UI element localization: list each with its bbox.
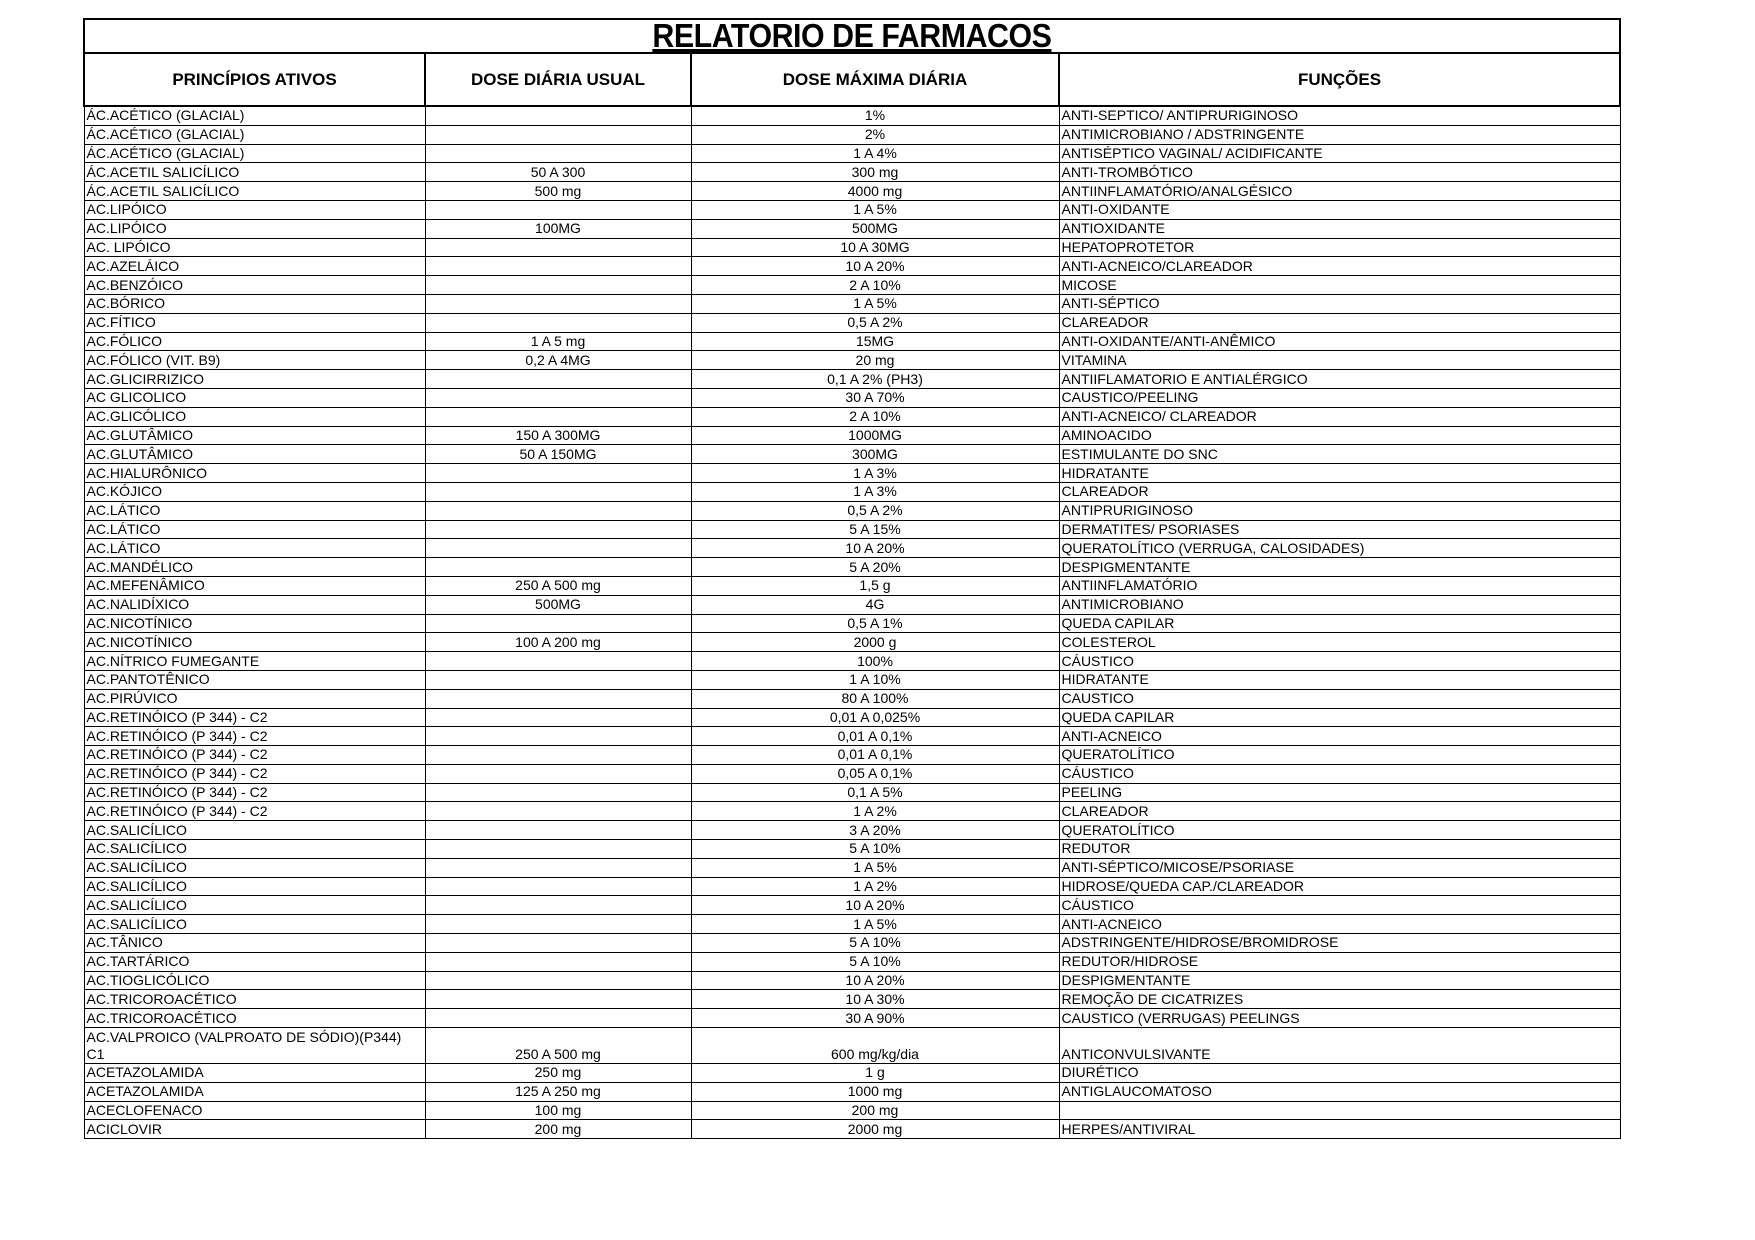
dose-maxima-diaria-cell: 15MG (691, 332, 1059, 351)
funcoes-cell: ANTI-ACNEICO/ CLAREADOR (1059, 407, 1620, 426)
table-row (84, 238, 1620, 257)
principio-ativo-cell: ÁC.ACÉTICO (GLACIAL) (84, 106, 425, 125)
dose-diaria-usual-cell: 50 A 150MG (425, 445, 691, 464)
principio-ativo-cell: AC.SALICÍLICO (84, 877, 425, 896)
principio-ativo-cell: AC.KÓJICO (84, 482, 425, 501)
table-row (84, 313, 1620, 332)
table-row (84, 576, 1620, 595)
funcoes-cell: ANTI-OXIDANTE (1059, 200, 1620, 219)
principio-ativo-cell: AC.GLUTÂMICO (84, 426, 425, 445)
dose-maxima-diaria-cell: 300MG (691, 445, 1059, 464)
principio-ativo-cell: ACECLOFENACO (84, 1101, 425, 1120)
dose-diaria-usual-cell (425, 746, 691, 765)
dose-maxima-diaria-cell: 2 A 10% (691, 276, 1059, 295)
dose-maxima-diaria-cell: 2 A 10% (691, 407, 1059, 426)
principio-ativo-cell: AC.TÂNICO (84, 934, 425, 953)
dose-diaria-usual-cell: 50 A 300 (425, 163, 691, 182)
principio-ativo-cell: AC.GLICÓLICO (84, 407, 425, 426)
table-row (84, 294, 1620, 313)
principio-ativo-cell: AC.SALICÍLICO (84, 915, 425, 934)
table-row (84, 708, 1620, 727)
dose-diaria-usual-cell: 100 mg (425, 1101, 691, 1120)
principio-ativo-cell: AC.RETINÓICO (P 344) - C2 (84, 746, 425, 765)
principio-ativo-cell: AC.HIALURÔNICO (84, 464, 425, 483)
title-cell (84, 19, 1620, 53)
column-header-funcoes: FUNÇÕES (1059, 53, 1620, 106)
funcoes-cell: ANTIINFLAMATÓRIO/ANALGÉSICO (1059, 182, 1620, 201)
dose-maxima-diaria-cell: 10 A 20% (691, 896, 1059, 915)
dose-maxima-diaria-cell: 3 A 20% (691, 821, 1059, 840)
principio-ativo-cell: AC.SALICÍLICO (84, 840, 425, 859)
funcoes-cell: PEELING (1059, 783, 1620, 802)
dose-maxima-diaria-cell: 1 A 3% (691, 482, 1059, 501)
table-row (84, 501, 1620, 520)
principio-ativo-cell: AC.RETINÓICO (P 344) - C2 (84, 708, 425, 727)
principio-ativo-cell: AC.FÍTICO (84, 313, 425, 332)
funcoes-cell: REDUTOR (1059, 840, 1620, 859)
dose-diaria-usual-cell: 125 A 250 mg (425, 1082, 691, 1101)
funcoes-cell: VITAMINA (1059, 351, 1620, 370)
table-row (84, 464, 1620, 483)
dose-diaria-usual-cell: 150 A 300MG (425, 426, 691, 445)
dose-diaria-usual-cell (425, 670, 691, 689)
principio-ativo-cell: AC.LÁTICO (84, 501, 425, 520)
funcoes-cell: REDUTOR/HIDROSE (1059, 952, 1620, 971)
dose-diaria-usual-cell (425, 877, 691, 896)
dose-diaria-usual-cell (425, 407, 691, 426)
table-row (84, 614, 1620, 633)
funcoes-cell: HEPATOPROTETOR (1059, 238, 1620, 257)
table-row (84, 445, 1620, 464)
principio-ativo-cell: AC.NICOTÍNICO (84, 633, 425, 652)
table-row (84, 219, 1620, 238)
table-row (84, 200, 1620, 219)
funcoes-cell: AMINOACIDO (1059, 426, 1620, 445)
principio-ativo-cell: ÁC.ACÉTICO (GLACIAL) (84, 144, 425, 163)
dose-diaria-usual-cell (425, 971, 691, 990)
dose-maxima-diaria-cell: 10 A 30% (691, 990, 1059, 1009)
funcoes-cell: ADSTRINGENTE/HIDROSE/BROMIDROSE (1059, 934, 1620, 953)
table-row (84, 1009, 1620, 1028)
dose-diaria-usual-cell (425, 821, 691, 840)
funcoes-cell (1059, 1101, 1620, 1120)
principio-ativo-cell: AC.SALICÍLICO (84, 896, 425, 915)
drug-report-sheet (83, 18, 1619, 1139)
table-row (84, 539, 1620, 558)
funcoes-cell: ANTIMICROBIANO (1059, 595, 1620, 614)
dose-maxima-diaria-cell: 80 A 100% (691, 689, 1059, 708)
dose-diaria-usual-cell (425, 558, 691, 577)
table-row (84, 802, 1620, 821)
funcoes-cell: QUEDA CAPILAR (1059, 708, 1620, 727)
dose-diaria-usual-cell: 500MG (425, 595, 691, 614)
dose-maxima-diaria-cell: 0,1 A 2% (PH3) (691, 370, 1059, 389)
dose-maxima-diaria-cell: 1 A 5% (691, 858, 1059, 877)
table-row (84, 351, 1620, 370)
dose-maxima-diaria-cell: 10 A 30MG (691, 238, 1059, 257)
table-row (84, 670, 1620, 689)
funcoes-cell: ANTI-SÉPTICO (1059, 294, 1620, 313)
principio-ativo-cell: ÁC.ACETIL SALICÍLICO (84, 163, 425, 182)
funcoes-cell: QUERATOLÍTICO (1059, 821, 1620, 840)
table-row (84, 952, 1620, 971)
dose-diaria-usual-cell (425, 840, 691, 859)
table-row (84, 633, 1620, 652)
table-row (84, 877, 1620, 896)
table-row (84, 426, 1620, 445)
funcoes-cell: HIDROSE/QUEDA CAP./CLAREADOR (1059, 877, 1620, 896)
dose-diaria-usual-cell: 100MG (425, 219, 691, 238)
dose-diaria-usual-cell (425, 952, 691, 971)
table-row (84, 915, 1620, 934)
funcoes-cell: COLESTEROL (1059, 633, 1620, 652)
principio-ativo-cell: AC.NALIDÍXICO (84, 595, 425, 614)
funcoes-cell: DIURÉTICO (1059, 1064, 1620, 1083)
principio-ativo-cell: AC.LIPÓICO (84, 219, 425, 238)
funcoes-cell: ANTI-ACNEICO (1059, 915, 1620, 934)
funcoes-cell: QUEDA CAPILAR (1059, 614, 1620, 633)
table-row (84, 370, 1620, 389)
dose-diaria-usual-cell (425, 1009, 691, 1028)
title-row (84, 19, 1620, 53)
dose-diaria-usual-cell (425, 652, 691, 671)
table-row (84, 764, 1620, 783)
table-row (84, 858, 1620, 877)
dose-diaria-usual-cell (425, 370, 691, 389)
principio-ativo-cell: AC.RETINÓICO (P 344) - C2 (84, 783, 425, 802)
table-row (84, 520, 1620, 539)
dose-maxima-diaria-cell: 0,1 A 5% (691, 783, 1059, 802)
dose-maxima-diaria-cell: 5 A 10% (691, 952, 1059, 971)
dose-maxima-diaria-cell: 1 A 5% (691, 200, 1059, 219)
dose-maxima-diaria-cell: 5 A 20% (691, 558, 1059, 577)
funcoes-cell: ANTIINFLAMATÓRIO (1059, 576, 1620, 595)
table-row (84, 276, 1620, 295)
dose-diaria-usual-cell: 200 mg (425, 1120, 691, 1139)
funcoes-cell: ANTISÉPTICO VAGINAL/ ACIDIFICANTE (1059, 144, 1620, 163)
dose-diaria-usual-cell: 1 A 5 mg (425, 332, 691, 351)
dose-maxima-diaria-cell: 10 A 20% (691, 539, 1059, 558)
dose-maxima-diaria-cell: 0,01 A 0,1% (691, 746, 1059, 765)
dose-maxima-diaria-cell: 10 A 20% (691, 257, 1059, 276)
dose-diaria-usual-cell (425, 764, 691, 783)
dose-maxima-diaria-cell: 1 A 4% (691, 144, 1059, 163)
table-row (84, 106, 1620, 125)
dose-diaria-usual-cell: 500 mg (425, 182, 691, 201)
dose-diaria-usual-cell (425, 144, 691, 163)
funcoes-cell: ANTI-SÉPTICO/MICOSE/PSORIASE (1059, 858, 1620, 877)
dose-diaria-usual-cell: 250 A 500 mg (425, 576, 691, 595)
funcoes-cell: REMOÇÃO DE CICATRIZES (1059, 990, 1620, 1009)
dose-maxima-diaria-cell: 30 A 70% (691, 388, 1059, 407)
column-header-principios-ativos: PRINCÍPIOS ATIVOS (84, 53, 425, 106)
principio-ativo-cell: AC.TARTÁRICO (84, 952, 425, 971)
dose-maxima-diaria-cell: 20 mg (691, 351, 1059, 370)
dose-diaria-usual-cell (425, 802, 691, 821)
table-row (84, 1101, 1620, 1120)
dose-maxima-diaria-cell: 1 A 2% (691, 802, 1059, 821)
dose-diaria-usual-cell (425, 200, 691, 219)
dose-maxima-diaria-cell: 500MG (691, 219, 1059, 238)
funcoes-cell: MICOSE (1059, 276, 1620, 295)
dose-diaria-usual-cell (425, 520, 691, 539)
dose-maxima-diaria-cell: 300 mg (691, 163, 1059, 182)
dose-maxima-diaria-cell: 1 A 10% (691, 670, 1059, 689)
dose-maxima-diaria-cell: 5 A 10% (691, 934, 1059, 953)
principio-ativo-cell: AC.TRICOROACÉTICO (84, 1009, 425, 1028)
dose-diaria-usual-cell (425, 238, 691, 257)
dose-diaria-usual-cell (425, 388, 691, 407)
dose-maxima-diaria-cell: 600 mg/kg/dia (691, 1028, 1059, 1064)
funcoes-cell: CAUSTICO (VERRUGAS) PEELINGS (1059, 1009, 1620, 1028)
dose-diaria-usual-cell (425, 783, 691, 802)
dose-maxima-diaria-cell: 1 A 3% (691, 464, 1059, 483)
funcoes-cell: ANTI-ACNEICO/CLAREADOR (1059, 257, 1620, 276)
dose-diaria-usual-cell (425, 896, 691, 915)
funcoes-cell: ANTI-OXIDANTE/ANTI-ANÊMICO (1059, 332, 1620, 351)
dose-diaria-usual-cell (425, 294, 691, 313)
principio-ativo-cell: AC.PANTOTÊNICO (84, 670, 425, 689)
dose-diaria-usual-cell (425, 106, 691, 125)
principio-ativo-cell: AC.LÁTICO (84, 539, 425, 558)
dose-maxima-diaria-cell: 1000MG (691, 426, 1059, 445)
principio-ativo-cell: AC.SALICÍLICO (84, 858, 425, 877)
funcoes-cell: ANTIGLAUCOMATOSO (1059, 1082, 1620, 1101)
dose-maxima-diaria-cell: 1% (691, 106, 1059, 125)
dose-maxima-diaria-cell: 1 A 2% (691, 877, 1059, 896)
principio-ativo-cell: AC.NICOTÍNICO (84, 614, 425, 633)
principio-ativo-cell: AC.GLUTÂMICO (84, 445, 425, 464)
dose-diaria-usual-cell (425, 482, 691, 501)
table-row (84, 558, 1620, 577)
dose-diaria-usual-cell (425, 708, 691, 727)
principio-ativo-cell: AC.VALPROICO (VALPROATO DE SÓDIO)(P344) C1 (84, 1028, 425, 1064)
table-row (84, 840, 1620, 859)
funcoes-cell: QUERATOLÍTICO (VERRUGA, CALOSIDADES) (1059, 539, 1620, 558)
table-row (84, 257, 1620, 276)
funcoes-cell: HIDRATANTE (1059, 670, 1620, 689)
funcoes-cell: CLAREADOR (1059, 313, 1620, 332)
dose-maxima-diaria-cell: 5 A 10% (691, 840, 1059, 859)
table-row (84, 783, 1620, 802)
dose-diaria-usual-cell (425, 539, 691, 558)
table-body (84, 106, 1620, 1139)
funcoes-cell: CLAREADOR (1059, 482, 1620, 501)
funcoes-cell: ANTICONVULSIVANTE (1059, 1028, 1620, 1064)
principio-ativo-cell: ÁC.ACETIL SALICÍLICO (84, 182, 425, 201)
dose-maxima-diaria-cell: 1000 mg (691, 1082, 1059, 1101)
dose-diaria-usual-cell: 250 mg (425, 1064, 691, 1083)
dose-diaria-usual-cell (425, 276, 691, 295)
table-row (84, 144, 1620, 163)
table-row (84, 1028, 1620, 1064)
funcoes-cell: CÁUSTICO (1059, 652, 1620, 671)
header-row (84, 53, 1620, 106)
dose-maxima-diaria-cell: 30 A 90% (691, 1009, 1059, 1028)
table-row (84, 163, 1620, 182)
dose-maxima-diaria-cell: 200 mg (691, 1101, 1059, 1120)
dose-diaria-usual-cell (425, 934, 691, 953)
dose-maxima-diaria-cell: 1 g (691, 1064, 1059, 1083)
dose-diaria-usual-cell: 0,2 A 4MG (425, 351, 691, 370)
funcoes-cell: CÁUSTICO (1059, 764, 1620, 783)
funcoes-cell: HIDRATANTE (1059, 464, 1620, 483)
table-row (84, 821, 1620, 840)
principio-ativo-cell: AC.PIRÚVICO (84, 689, 425, 708)
table-row (84, 727, 1620, 746)
table-row (84, 595, 1620, 614)
principio-ativo-cell: AC. LIPÓICO (84, 238, 425, 257)
funcoes-cell: ESTIMULANTE DO SNC (1059, 445, 1620, 464)
dose-maxima-diaria-cell: 0,5 A 1% (691, 614, 1059, 633)
dose-diaria-usual-cell (425, 501, 691, 520)
table-row (84, 407, 1620, 426)
dose-maxima-diaria-cell: 1 A 5% (691, 915, 1059, 934)
report-title: RELATORIO DE FARMACOS (652, 19, 1052, 53)
principio-ativo-cell: AC.LÁTICO (84, 520, 425, 539)
table-row (84, 689, 1620, 708)
funcoes-cell: ANTIMICROBIANO / ADSTRINGENTE (1059, 125, 1620, 144)
table-row (84, 652, 1620, 671)
dose-diaria-usual-cell (425, 727, 691, 746)
principio-ativo-cell: ÁC.ACÉTICO (GLACIAL) (84, 125, 425, 144)
funcoes-cell: ANTI-SEPTICO/ ANTIPRURIGINOSO (1059, 106, 1620, 125)
dose-maxima-diaria-cell: 4000 mg (691, 182, 1059, 201)
principio-ativo-cell: AC.FÓLICO (84, 332, 425, 351)
funcoes-cell: DESPIGMENTANTE (1059, 558, 1620, 577)
dose-diaria-usual-cell (425, 990, 691, 1009)
dose-maxima-diaria-cell: 1,5 g (691, 576, 1059, 595)
funcoes-cell: CAUSTICO/PEELING (1059, 388, 1620, 407)
table-row (84, 1064, 1620, 1083)
dose-diaria-usual-cell: 100 A 200 mg (425, 633, 691, 652)
dose-diaria-usual-cell (425, 257, 691, 276)
table-row (84, 896, 1620, 915)
dose-diaria-usual-cell (425, 689, 691, 708)
principio-ativo-cell: AC.BENZÓICO (84, 276, 425, 295)
dose-diaria-usual-cell: 250 A 500 mg (425, 1028, 691, 1064)
principio-ativo-cell: AC.MEFENÂMICO (84, 576, 425, 595)
dose-maxima-diaria-cell: 4G (691, 595, 1059, 614)
dose-diaria-usual-cell (425, 614, 691, 633)
principio-ativo-cell: AC.GLICIRRIZICO (84, 370, 425, 389)
funcoes-cell: DERMATITES/ PSORIASES (1059, 520, 1620, 539)
principio-ativo-cell: AC.RETINÓICO (P 344) - C2 (84, 727, 425, 746)
funcoes-cell: ANTIIFLAMATORIO E ANTIALÉRGICO (1059, 370, 1620, 389)
dose-maxima-diaria-cell: 0,01 A 0,1% (691, 727, 1059, 746)
table-row (84, 125, 1620, 144)
table-row (84, 1082, 1620, 1101)
funcoes-cell: ANTIPRURIGINOSO (1059, 501, 1620, 520)
funcoes-cell: CÁUSTICO (1059, 896, 1620, 915)
principio-ativo-cell: AC.BÓRICO (84, 294, 425, 313)
dose-maxima-diaria-cell: 2000 g (691, 633, 1059, 652)
principio-ativo-cell: ACICLOVIR (84, 1120, 425, 1139)
principio-ativo-cell: AC.FÓLICO (VIT. B9) (84, 351, 425, 370)
principio-ativo-cell: AC.TRICOROACÉTICO (84, 990, 425, 1009)
table-row (84, 1120, 1620, 1139)
dose-diaria-usual-cell (425, 125, 691, 144)
principio-ativo-cell: ACETAZOLAMIDA (84, 1064, 425, 1083)
dose-diaria-usual-cell (425, 313, 691, 332)
dose-maxima-diaria-cell: 0,01 A 0,025% (691, 708, 1059, 727)
dose-maxima-diaria-cell: 100% (691, 652, 1059, 671)
table-row (84, 388, 1620, 407)
principio-ativo-cell: AC.AZELÁICO (84, 257, 425, 276)
dose-diaria-usual-cell (425, 915, 691, 934)
table-row (84, 482, 1620, 501)
funcoes-cell: CLAREADOR (1059, 802, 1620, 821)
principio-ativo-cell: AC.RETINÓICO (P 344) - C2 (84, 802, 425, 821)
funcoes-cell: DESPIGMENTANTE (1059, 971, 1620, 990)
table-row (84, 971, 1620, 990)
principio-ativo-cell: AC.NÍTRICO FUMEGANTE (84, 652, 425, 671)
dose-maxima-diaria-cell: 2000 mg (691, 1120, 1059, 1139)
dose-maxima-diaria-cell: 1 A 5% (691, 294, 1059, 313)
funcoes-cell: ANTI-ACNEICO (1059, 727, 1620, 746)
principio-ativo-cell: AC.LIPÓICO (84, 200, 425, 219)
funcoes-cell: ANTI-TROMBÓTICO (1059, 163, 1620, 182)
dose-maxima-diaria-cell: 2% (691, 125, 1059, 144)
principio-ativo-cell: AC.TIOGLICÓLICO (84, 971, 425, 990)
principio-ativo-cell: AC.MANDÉLICO (84, 558, 425, 577)
table-row (84, 746, 1620, 765)
principio-ativo-cell: AC GLICOLICO (84, 388, 425, 407)
funcoes-cell: ANTIOXIDANTE (1059, 219, 1620, 238)
dose-diaria-usual-cell (425, 858, 691, 877)
table-row (84, 934, 1620, 953)
principio-ativo-cell: AC.SALICÍLICO (84, 821, 425, 840)
table-row (84, 332, 1620, 351)
principio-ativo-cell: ACETAZOLAMIDA (84, 1082, 425, 1101)
dose-maxima-diaria-cell: 0,5 A 2% (691, 501, 1059, 520)
dose-diaria-usual-cell (425, 464, 691, 483)
dose-maxima-diaria-cell: 5 A 15% (691, 520, 1059, 539)
table-row (84, 990, 1620, 1009)
funcoes-cell: CAUSTICO (1059, 689, 1620, 708)
table-row (84, 182, 1620, 201)
dose-maxima-diaria-cell: 0,5 A 2% (691, 313, 1059, 332)
column-header-dose-maxima-diaria: DOSE MÁXIMA DIÁRIA (691, 53, 1059, 106)
dose-maxima-diaria-cell: 10 A 20% (691, 971, 1059, 990)
funcoes-cell: QUERATOLÍTICO (1059, 746, 1620, 765)
dose-maxima-diaria-cell: 0,05 A 0,1% (691, 764, 1059, 783)
principio-ativo-cell: AC.RETINÓICO (P 344) - C2 (84, 764, 425, 783)
funcoes-cell: HERPES/ANTIVIRAL (1059, 1120, 1620, 1139)
drug-table (83, 18, 1621, 1139)
column-header-dose-diaria-usual: DOSE DIÁRIA USUAL (425, 53, 691, 106)
